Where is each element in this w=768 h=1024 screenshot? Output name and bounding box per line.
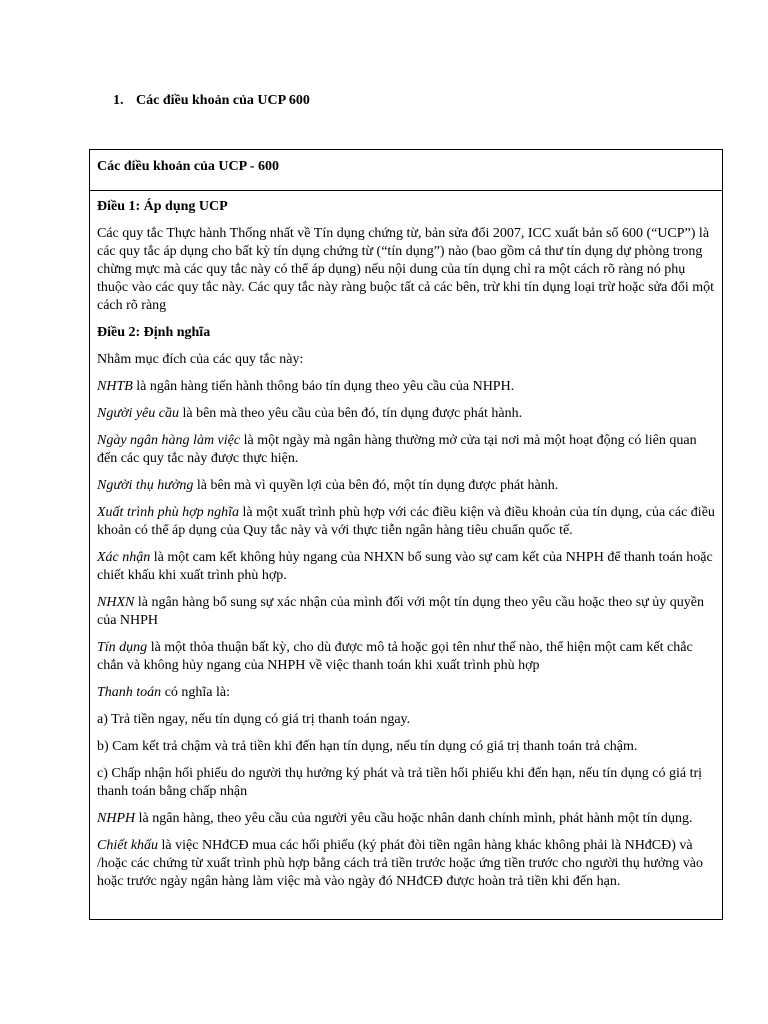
definition-term: Xác nhận xyxy=(97,550,151,565)
article-1-title: Điều 1: Áp dụng UCP xyxy=(97,199,228,214)
definition-nguoi-yeu-cau xyxy=(97,405,715,423)
definition-thanh-toan xyxy=(97,684,715,702)
definition-term: NHTB xyxy=(97,379,133,394)
definition-text: là ngân hàng tiến hành thông báo tín dụng theo yêu cầu của NHPH. xyxy=(132,379,515,394)
payment-item-b: b) Cam kết trả chậm và trả tiền khi đến hạn tín dụng, nếu tín dụng có giá trị thanh toán trả chậm. xyxy=(97,739,638,754)
definition-nhtb xyxy=(97,378,715,396)
definition-xuat-trinh-phu-hop xyxy=(97,504,715,540)
definition-term: Người thụ hưởng xyxy=(97,478,194,493)
definition-term: Ngày ngân hàng làm việc xyxy=(97,433,241,448)
definition-text: là ngân hàng bổ sung sự xác nhận của mình đối với một tín dụng theo yêu cầu hoặc theo sự ủy quyền của NHPH xyxy=(97,595,704,628)
definition-nhph xyxy=(97,810,715,828)
section-heading-text: Các điều khoản của UCP 600 xyxy=(136,93,310,108)
box-body xyxy=(90,191,722,891)
definition-term: Người yêu cầu xyxy=(97,406,179,421)
definition-nhxn xyxy=(97,594,715,630)
definition-text: là việc NHđCĐ mua các hối phiếu (ký phát đòi tiền ngân hàng khác không phải là NHđCĐ) và /hoặc các chứng từ xuất trình phù hợp bằng cách trả tiền trước hoặc ứng tiền trước cho người thụ hưởng vào hoặc trước ngày ngân hàng làm việc mà vào ngày đó NHđCĐ được hoàn trả tiền khi đến hạn. xyxy=(97,838,704,889)
definition-text: là bên mà theo yêu cầu của bên đó, tín dụng được phát hành. xyxy=(178,406,523,421)
article-1-text: Các quy tắc Thực hành Thống nhất về Tín dụng chứng từ, bản sửa đổi 2007, ICC xuất bản số 600 (“UCP”) là các quy tắc áp dụng cho bất kỳ tín dụng chứng từ (“tín dụng”) nào (bao gồm cả thư tín dụng dự phòng trong chừng mực mà các quy tắc này có thể áp dụng) nếu nội dung của tín dụng chỉ ra một cách rõ ràng nó phụ thuộc vào các quy tắc này. Các quy tắc này ràng buộc tất cả các bên, trừ khi tín dụng loại trừ hoặc sửa đổi một cách rõ ràng xyxy=(97,226,715,313)
definition-xac-nhan xyxy=(97,549,715,585)
definition-text: có nghĩa là: xyxy=(161,685,230,700)
payment-item-a: a) Trả tiền ngay, nếu tín dụng có giá trị thanh toán ngay. xyxy=(97,712,411,727)
definition-term: Chiết khấu xyxy=(97,838,159,853)
ucp-articles-box xyxy=(89,149,723,920)
definition-text: là một xuất trình phù hợp với các điều kiện và điều khoản của tín dụng, của các điều khoản có thể áp dụng của Quy tắc này và với thực tiễn ngân hàng tiêu chuẩn quốc tế. xyxy=(97,505,715,538)
definition-term: Xuất trình phù hợp nghĩa xyxy=(97,505,240,520)
definition-text: là ngân hàng, theo yêu cầu của người yêu cầu hoặc nhân danh chính mình, phát hành một tín dụng. xyxy=(135,811,693,826)
box-title: Các điều khoản của UCP - 600 xyxy=(90,150,722,191)
article-2-intro: Nhằm mục đích của các quy tắc này: xyxy=(97,352,304,367)
section-number: 1. xyxy=(113,93,124,108)
payment-item-c: c) Chấp nhận hối phiếu do người thụ hưởng ký phát và trả tiền hối phiếu khi đến hạn, nếu tín dụng có giá trị thanh toán bằng chấp nhận xyxy=(97,766,703,799)
definition-term: NHXN xyxy=(97,595,135,610)
definition-tin-dung xyxy=(97,639,715,675)
definition-term: Tín dụng xyxy=(97,640,148,655)
definition-text: là một thỏa thuận bất kỳ, cho dù được mô tả hoặc gọi tên như thế nào, thể hiện một cam kết chắc chắn và không hủy ngang của NHPH về việc thanh toán khi xuất trình phù hợp xyxy=(97,640,693,673)
definition-nguoi-thu-huong xyxy=(97,477,715,495)
definition-term: Thanh toán xyxy=(97,685,162,700)
article-2-title: Điều 2: Định nghĩa xyxy=(97,325,211,340)
section-heading xyxy=(113,92,310,110)
definition-text: là một cam kết không hủy ngang của NHXN bổ sung vào sự cam kết của NHPH để thanh toán hoặc chiết khấu khi xuất trình phù hợp. xyxy=(97,550,713,583)
definition-chiet-khau xyxy=(97,837,715,891)
definition-text: là một ngày mà ngân hàng thường mở cửa tại nơi mà một hoạt động có liên quan đến các quy tắc này được thực hiện. xyxy=(97,433,697,466)
definition-text: là bên mà vì quyền lợi của bên đó, một tín dụng được phát hành. xyxy=(193,478,559,493)
definition-term: NHPH xyxy=(97,811,136,826)
definition-ngay-ngan-hang-lam-viec xyxy=(97,432,715,468)
